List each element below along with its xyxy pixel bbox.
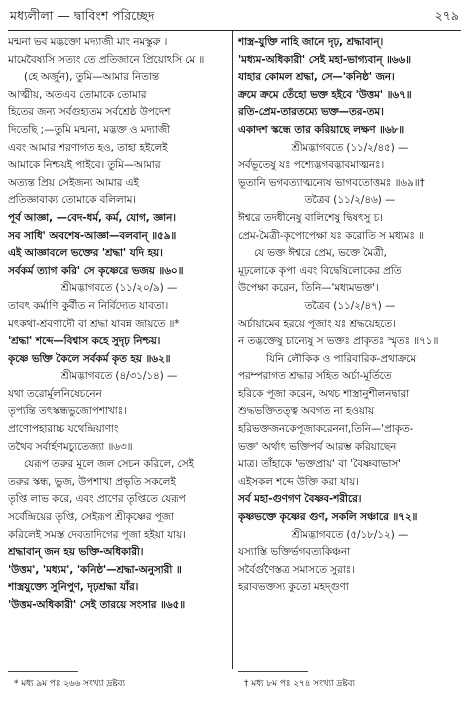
text-line: ক্রমে ক্রমে তেঁহো ভক্ত হইবে 'উত্তম' ॥৬৭॥ (238, 88, 412, 101)
text-line: শ্রদ্ধাবান্ জন হয় ভক্তি-অধিকারী। (8, 546, 144, 559)
text-line: শ্রীমদ্ভাগবতে (১১/২/৪৫) — (291, 141, 409, 154)
text-line: পরম্পরাগত শ্রদ্ধার সহিত অর্চা-মূর্তিতে (238, 370, 392, 383)
column-divider (232, 31, 233, 669)
text-line: সর্বকর্ম ত্যাগ করি' সে কৃষ্ণেরে ভজয় ॥৬০॥ (8, 264, 184, 277)
text-line: (হে অর্জুন), তুমি—আমার নিতান্ত (24, 71, 159, 84)
text-line: শাস্ত্র-যুক্তি নাহি জানে দৃঢ়, শ্রদ্ধাবান্। (238, 36, 384, 48)
text-line: ভূতানি ভগবত্যাত্মন্যেষ ভাগবতোত্তমঃ ॥৬৯॥† (238, 176, 425, 189)
text-line: তত্রৈব (১১/২/৪৭) — (304, 299, 396, 312)
text-line: যস্যাস্তি ভক্তির্ভগবত্যকিঞ্চনা (238, 546, 351, 559)
text-line: কৃষ্ণভক্তে কৃষ্ণের গুণ, সকলি সঞ্চারে ॥৭২॥ (238, 511, 418, 524)
text-line: করিলেই সমস্ত দেবতাদিগের পূজা হইয়া যায়। (8, 528, 186, 541)
left-column (8, 34, 230, 615)
text-line: 'উত্তম', 'মধ্যম', 'কনিষ্ঠ'—শ্রদ্ধা-অনুসারী ॥ (8, 563, 182, 576)
text-line: মাত্র। তাঁহাকে 'ভক্তপ্রায়' বা 'বৈষ্ণবাভাস' (238, 458, 401, 471)
text-line: 'মধ্যম-অধিকারী' সেই মহা-ভাগ্যবান্ ॥৬৬॥ (238, 53, 411, 66)
text-line: তরুর স্কন্ধ, ভুজ, উপশাখা প্রভৃতি সকলেই (8, 475, 176, 488)
text-line: শ্রীমদ্ভাগবতে (৫/১৮/১২) — (291, 528, 409, 541)
page-number: ২৭৯ (434, 8, 459, 23)
page-header (10, 6, 459, 26)
text-line: শুদ্ধভক্তিতত্ত্ব অবগত না হওয়ায় (238, 405, 374, 418)
text-line: আমাকে নিশ্চয়ই পাইবে। তুমি—আমার (8, 159, 161, 172)
text-line: রতি-প্রেম-তারতম্যে ভক্ত—তর-তম। (238, 106, 384, 119)
text-line: কৃষ্ণে ভক্তি কৈলে সর্বকর্ম কৃত হয় ॥৬২॥ (8, 352, 171, 365)
text-line: প্রাণোপহারাচ্চ যথেন্দ্রিয়াণাং (8, 423, 119, 436)
text-line: তাবৎ কর্মাণি কুর্বীত ন নির্বিদ্যেত যাবতা। (8, 299, 169, 312)
text-line: সর্বৈর্গুণৈস্তত্র সমাসতে সুরাঃ। (238, 563, 355, 576)
text-line: ভক্ত' অর্থাৎ ভক্তিপর্ব আরম্ভ করিয়াছেন (238, 440, 397, 453)
text-line: হরিকে পূজা করেন, অথচ শাস্ত্রানুশীলনদ্বারা (238, 387, 410, 400)
text-line: ঈশ্বরে তদধীনেষু বালিশেষু দ্বিষৎসু চ। (238, 211, 383, 224)
text-line: আত্মীয়, অতএব তোমাকে তোমার (8, 88, 147, 101)
text-line: দিতেছি ;—তুমি মন্মনা, মদ্ভক্ত ও মদ্যাজী (8, 123, 170, 136)
footnote-right: † মধ্য ৮ম পঃ ২৭৪ সংখ্যা দ্রষ্টব্য (244, 679, 355, 689)
text-line: মৎকথা-শ্রবণাদৌ বা শ্রদ্ধা যাবন্ন জায়তে ॥* (8, 317, 180, 330)
text-line: তৃপ্তি লাভ করে, এবং প্রাণের তৃপ্তিতে যেরূপ (8, 493, 186, 506)
text-line: সর্ব মহা-গুণগণ বৈষ্ণব-শরীরে। (238, 493, 362, 506)
text-line: যিনি লৌকিক ও পারিবারিক-প্রথাক্রমে (266, 352, 417, 365)
text-line: এবং আমার শরণাগত হও, তাহা হইলেই (8, 141, 168, 154)
text-line: পূর্ব আজ্ঞা, —বেদ-ধর্ম, কর্ম, যোগ, জ্ঞান। (8, 211, 176, 224)
text-line: সব সাধি' অবশেষ-আজ্ঞা—বলবান্ ॥৫৯॥ (8, 229, 177, 242)
text-line: এইসকল শব্দে উক্তি করা যায়। (238, 475, 359, 488)
text-line: যথা তরোর্মূলনিষেচনেন (8, 387, 102, 400)
text-line: 'শ্রদ্ধা' শব্দে—বিশ্বাস কহে সুদৃঢ় নিশ্চয়। (8, 335, 161, 348)
footnote-rule-left (8, 671, 78, 672)
text-line: সর্বভূতেষু যঃ পশ্যেদ্ভগবদ্ভাবমাত্মনঃ। (238, 159, 385, 172)
text-line: হরাবভক্তস্য কুতো মহদ্গুণা (238, 581, 349, 594)
text-line: অর্চায়ামেব হরয়ে পূজাং যঃ শ্রদ্ধয়েহতে। (238, 317, 396, 330)
text-line: তথৈব সর্বার্হণমচ্যুতেজ্যা ॥৬৩॥ (8, 440, 133, 453)
text-line: প্রেম-মৈত্রী-কৃপোপেক্ষা যঃ করোতি স মধ্যমঃ ॥ (238, 229, 424, 242)
text-line: তৃপ্যন্তি তৎস্কন্ধভুজোপশাখাঃ। (8, 405, 127, 418)
right-column (238, 34, 462, 597)
header-rule (8, 30, 461, 31)
text-line: সর্বেন্দ্রিয়ের তৃপ্তি, সেইরূপ শ্রীকৃষ্ণের পূজা (8, 511, 174, 524)
text-line: হরিভক্তজনকেপূজাকরেননা,তিনি—'প্রাকৃত- (238, 423, 414, 436)
text-line: এই আজ্ঞাবলে ভক্তের 'শ্রদ্ধা' যদি হয়। (8, 247, 163, 260)
text-line: একাদশ স্কন্ধে তার করিয়াছে লক্ষণ ॥৬৮॥ (238, 123, 405, 136)
text-line: উপেক্ষা করেন, তিনি—'মধ্যমভক্ত'। (238, 282, 379, 295)
text-line: 'উত্তম-অধিকারী' সেই তারয়ে সংসার ॥৬৫॥ (8, 599, 186, 611)
text-line: প্রতিজ্ঞাবাক্য তোমাকে বলিলাম। (8, 194, 136, 207)
text-line: হিতের জন্য সর্বগুহ্যতম সর্বশ্রেষ্ঠ উপদেশ (8, 106, 171, 119)
footnote-left: * মধ্য ৯ম পঃ ২৬৬ সংখ্যা দ্রষ্টব্য (14, 679, 125, 689)
text-line: তত্রৈব (১১/২/৪৬) — (304, 194, 396, 207)
text-line: মামেবৈষ্যসি সত্যং তে প্রতিজানে প্রিয়োঽসি মে ॥ (8, 53, 205, 66)
text-line: শ্রীমদ্ভাগবতে (৪/৩১/১৪) — (60, 370, 178, 383)
chapter-title: মধ্যলীলা — দ্বাবিংশ পরিচ্ছেদ (10, 8, 155, 23)
text-line: অত্যন্ত প্রিয় সেইজন্য আমার এই (8, 176, 139, 189)
text-line: যে ভক্ত ঈশ্বরে প্রেম, ভক্তে মৈত্রী, (254, 247, 387, 260)
footnote-rule-right (238, 671, 308, 672)
text-line: যাহার কোমল শ্রদ্ধা, সে—'কনিষ্ঠ' জন। (238, 71, 395, 84)
text-line: মন্মনা ভব মদ্ভক্তো মদ্যাজী মাং নমস্কুরু । (8, 36, 168, 48)
text-line: যেরূপ তরুর মূলে জল সেচন করিলে, সেই (24, 458, 194, 471)
text-line: শ্রীমদ্ভাগবতে (১১/২০/৯) — (60, 282, 178, 295)
text-line: শাস্ত্রযুক্ত্যে সুনিপুণ, দৃঢ়শ্রদ্ধা যাঁর। (8, 581, 139, 594)
text-line: ন তদ্ভক্তেষু চান্যেষু স ভক্তঃ প্রাকৃতঃ স্মৃতঃ ॥৭১॥ (238, 335, 439, 348)
text-line: মূঢ়লোকে কৃপা এবং বিদ্বেষিলোকের প্রতি (238, 264, 402, 277)
